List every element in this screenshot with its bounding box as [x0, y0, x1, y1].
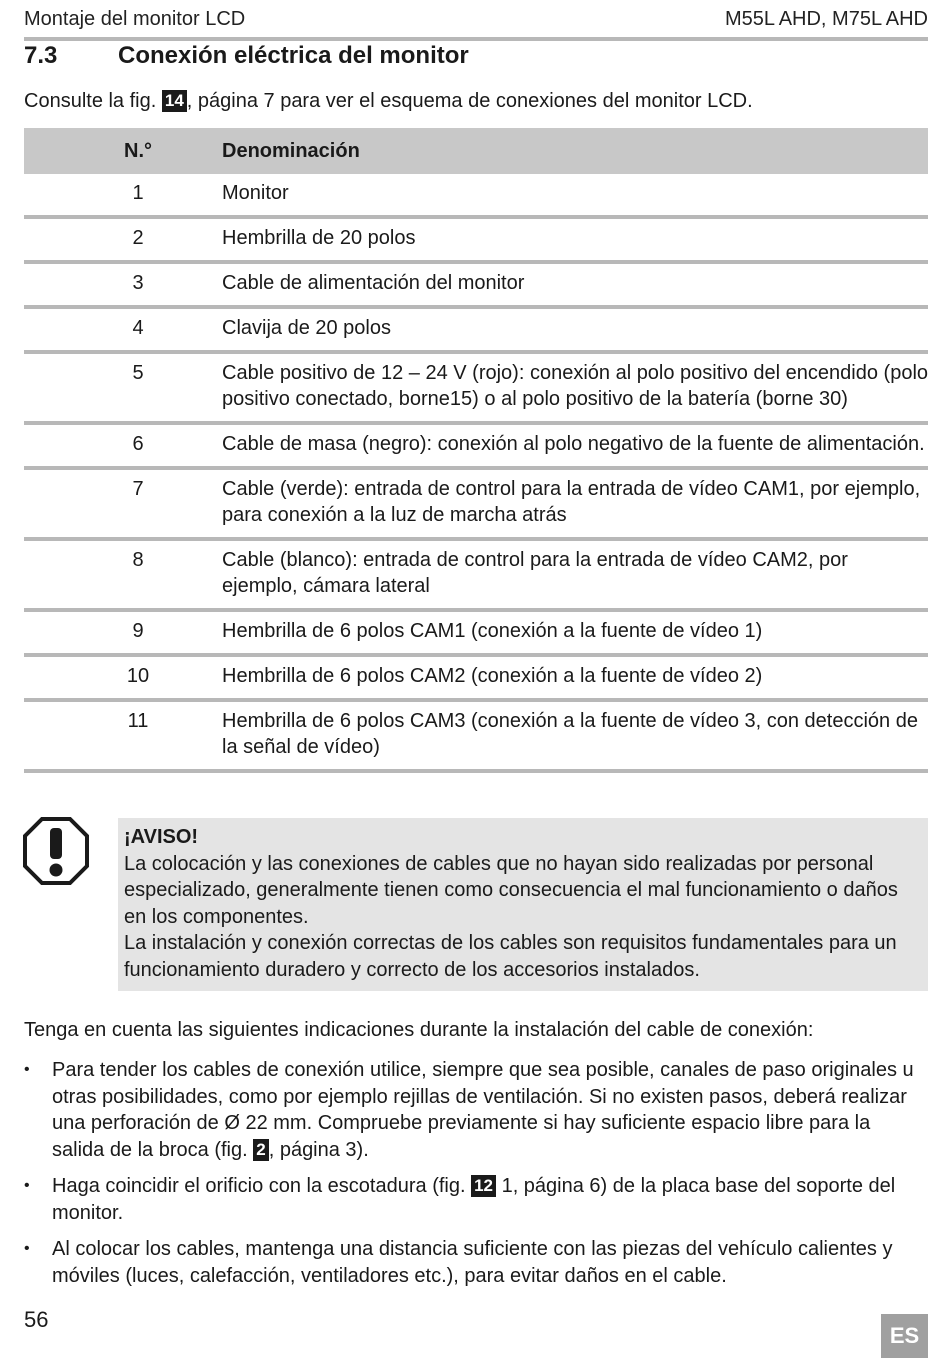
connection-table [24, 128, 928, 773]
table-row [24, 262, 928, 307]
row-description: Monitor [222, 174, 928, 217]
table-row [24, 423, 928, 468]
header-divider [24, 37, 928, 41]
header-chapter: Montaje del monitor LCD [24, 8, 246, 30]
row-number: 1 [24, 174, 222, 217]
table-header-row [24, 128, 928, 174]
notice-paragraph: La instalación y conexión correctas de los cables son requisitos fundamentales para un funcionamiento duradero y correcto de los accesorios instalados. [124, 932, 897, 981]
figure-ref-badge: 14 [162, 90, 187, 112]
row-number: 6 [24, 423, 222, 468]
table-row [24, 655, 928, 700]
row-number: 2 [24, 217, 222, 262]
row-number: 9 [24, 610, 222, 655]
figure-ref-badge: 2 [253, 1139, 268, 1161]
list-item [24, 1057, 928, 1163]
table-row [24, 610, 928, 655]
row-number: 4 [24, 307, 222, 352]
bullet-text: 1, página 6) de la placa base del soporte del monitor. [52, 1175, 896, 1224]
row-description: Cable (verde): entrada de control para la entrada de vídeo CAM1, por ejemplo, para conexión a la luz de marcha atrás [222, 468, 928, 539]
notice-box [118, 818, 928, 991]
notice-paragraph: La colocación y las conexiones de cables que no hayan sido realizadas por personal especializado, generalmente tienen como consecuencia el mal funcionamiento o daños en los componentes. [124, 852, 898, 928]
bullet-text: Para tender los cables de conexión utilice, siempre que sea posible, canales de paso originales u otras posibilidades, como por ejemplo rejillas de ventilación. Si no existen pasos, deberá realizar una perforación de Ø 22 mm. Compruebe previamente si hay suficiente espacio libre para la salida de la broca (fig. [52, 1059, 914, 1161]
row-number: 3 [24, 262, 222, 307]
intro-paragraph [24, 90, 753, 113]
table-row [24, 352, 928, 423]
figure-ref-badge: 12 [471, 1175, 496, 1197]
row-description: Clavija de 20 polos [222, 307, 928, 352]
instructions-lead: Tenga en cuenta las siguientes indicaciones durante la instalación del cable de conexión: [24, 1019, 814, 1041]
row-description: Hembrilla de 20 polos [222, 217, 928, 262]
table-row [24, 174, 928, 217]
list-item [24, 1236, 928, 1289]
table-row [24, 307, 928, 352]
row-description: Cable de alimentación del monitor [222, 262, 928, 307]
row-description: Hembrilla de 6 polos CAM1 (conexión a la fuente de vídeo 1) [222, 610, 928, 655]
table-row [24, 217, 928, 262]
warning-octagon-icon [22, 816, 90, 886]
row-description: Cable de masa (negro): conexión al polo negativo de la fuente de alimentación. [222, 423, 928, 468]
row-description: Hembrilla de 6 polos CAM2 (conexión a la fuente de vídeo 2) [222, 655, 928, 700]
table-row [24, 468, 928, 539]
language-badge: ES [881, 1314, 928, 1358]
running-header [24, 8, 928, 38]
column-header-number: N.° [24, 128, 222, 174]
bullet-text: Al colocar los cables, mantenga una distancia suficiente con las piezas del vehículo calientes y móviles (luces, calefacción, ventiladores etc.), para evitar daños en el cable. [52, 1238, 893, 1287]
row-number: 11 [24, 700, 222, 771]
section-title: Conexión eléctrica del monitor [118, 42, 469, 69]
notice-title: ¡AVISO! [124, 826, 199, 848]
row-description: Hembrilla de 6 polos CAM3 (conexión a la fuente de vídeo 3, con detección de la señal de vídeo) [222, 700, 928, 771]
page-number: 56 [24, 1307, 49, 1332]
row-description: Cable positivo de 12 – 24 V (rojo): conexión al polo positivo del encendido (polo positivo conectado, borne15) o al polo positivo de la batería (borne 30) [222, 352, 928, 423]
list-item [24, 1173, 928, 1226]
row-number: 7 [24, 468, 222, 539]
section-heading [24, 42, 469, 70]
intro-text-end: , página 7 para ver el esquema de conexiones del monitor LCD. [186, 90, 753, 112]
bullet-text: , página 3). [268, 1138, 369, 1161]
section-number: 7.3 [24, 42, 58, 69]
bullet-text: Haga coincidir el orificio con la escotadura (fig. [52, 1175, 472, 1197]
row-number: 5 [24, 352, 222, 423]
table-row [24, 539, 928, 610]
intro-text-start: Consulte la fig. [24, 90, 162, 112]
header-models: M55L AHD, M75L AHD [724, 8, 928, 30]
table-row [24, 700, 928, 771]
row-number: 10 [24, 655, 222, 700]
column-header-designation: Denominación [222, 128, 928, 174]
row-description: Cable (blanco): entrada de control para la entrada de vídeo CAM2, por ejemplo, cámara lateral [222, 539, 928, 610]
instructions-list [24, 1057, 928, 1299]
row-number: 8 [24, 539, 222, 610]
